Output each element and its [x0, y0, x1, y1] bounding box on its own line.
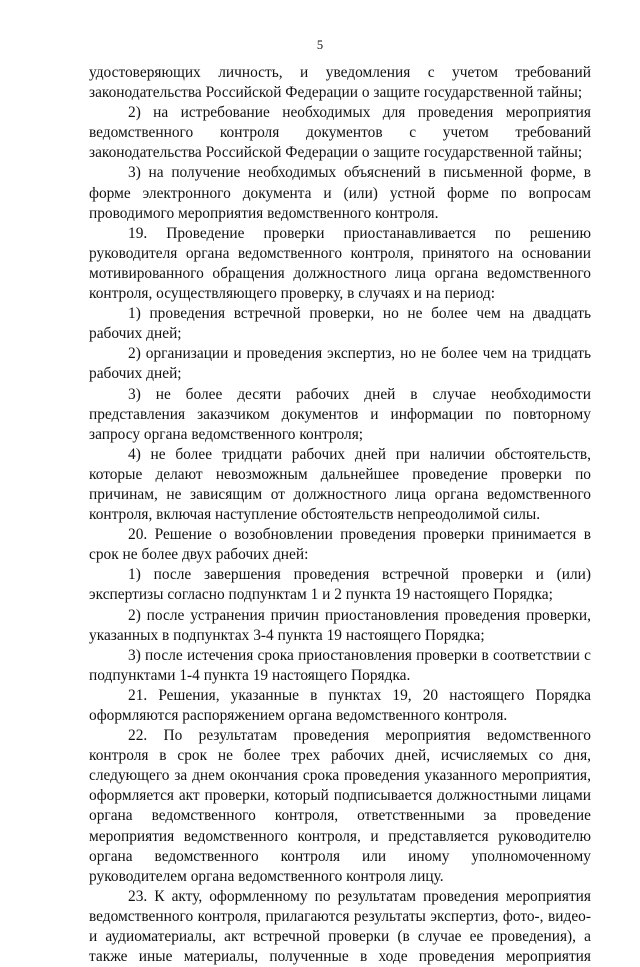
paragraph-0: удостоверяющих личность, и уведомления с учетом требований законодательства Российской Федерации о защите государственной тайны; — [89, 64, 591, 102]
paragraph-12: 21. Решения, указанные в пунктах 19, 20 настоящего Порядка оформляются распоряжением органа ведомственного контроля. — [89, 686, 591, 724]
paragraph-10: 2) после устранения причин приостановления проведения проверки, указанных в подпунктах 3-4 пункта 19 настоящего Порядка; — [89, 606, 591, 644]
paragraph-13: 22. По результатам проведения мероприятия ведомственного контроля в срок не более трех рабочих дней, исчисляемых со дня, следующего за днем окончания срока проведения указанного мероприятия, оформляется акт проверки, который подписывается должностными лицами органа ведомственного контроля, ответственными за проведение мероприятия ведомственного контроля, и представляется руководителю органа ведомственного контроля или иному уполномоченному руководителем органа ведомственного контроля лицу. — [89, 727, 591, 885]
paragraph-7: 4) не более тридцати рабочих дней при наличии обстоятельств, которые делают невозможным дальнейшее проведение проверки по причинам, не зависящим от должностного лица органа ведомственного контроля, включая наступление обстоятельств непреодолимой силы. — [89, 445, 591, 524]
paragraph-6: 3) не более десяти рабочих дней в случае необходимости представления заказчиком документов и информации по повторному запросу органа ведомственного контроля; — [89, 385, 591, 443]
paragraph-9: 1) после завершения проведения встречной проверки и (или) экспертизы согласно подпунктам 1 и 2 пункта 19 настоящего Порядка; — [89, 566, 591, 604]
document-body — [89, 63, 591, 967]
paragraph-14: 23. К акту, оформленному по результатам проведения мероприятия ведомственного контроля, прилагаются результаты экспертиз, фото-, видео- и аудиоматериалы, акт встречной проверки (в случае ее проведения), а также иные материалы, полученные в ходе проведения мероприятия — [89, 887, 591, 966]
paragraph-1: 2) на истребование необходимых для проведения мероприятия ведомственного контроля документов с учетом требований законодательства Российской Федерации о защите государственной тайны; — [89, 104, 591, 162]
paragraph-4: 1) проведения встречной проверки, но не более чем на двадцать рабочих дней; — [89, 305, 591, 343]
paragraph-11: 3) после истечения срока приостановления проверки в соответствии с подпунктами 1-4 пункта 19 настоящего Порядка. — [89, 646, 591, 684]
page-number: 5 — [316, 38, 324, 52]
paragraph-5: 2) организации и проведения экспертиз, но не более чем на тридцать рабочих дней; — [89, 345, 591, 383]
paragraph-3: 19. Проведение проверки приостанавливается по решению руководителя органа ведомственного контроля, принятого на основании мотивированного обращения должностного лица органа ведомственного контроля, осуществляющего проверку, в случаях и на период: — [89, 224, 591, 303]
paragraph-8: 20. Решение о возобновлении проведения проверки принимается в срок не более двух рабочих дней: — [89, 526, 591, 564]
paragraph-2: 3) на получение необходимых объяснений в письменной форме, в форме электронного документа и (или) устной форме по вопросам проводимого мероприятия ведомственного контроля. — [89, 164, 591, 222]
